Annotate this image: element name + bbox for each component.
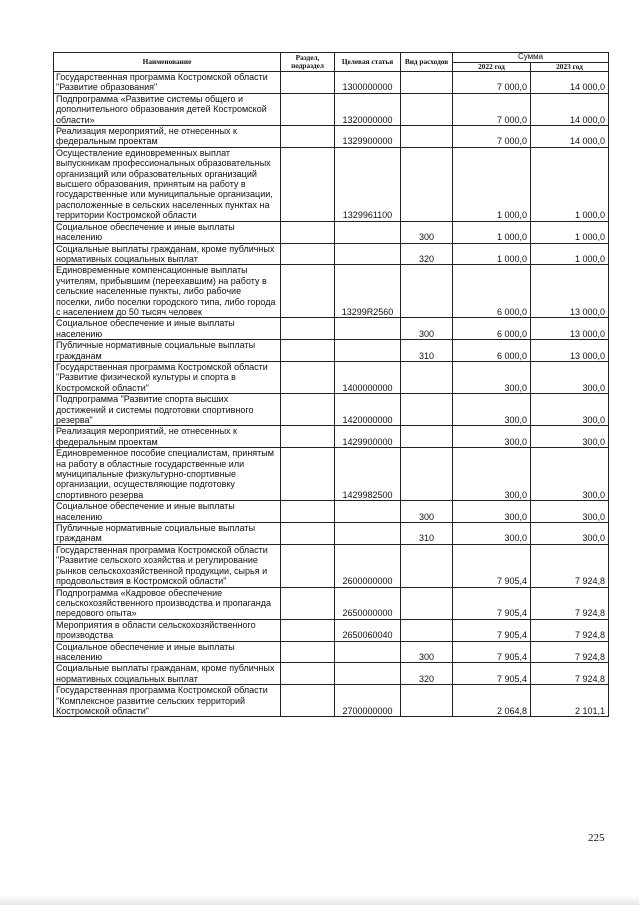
cell-vid: 300 xyxy=(401,501,453,523)
header-vid: Вид расходов xyxy=(401,53,453,72)
cell-section xyxy=(281,340,335,362)
cell-2022: 300,0 xyxy=(453,523,531,545)
header-2022: 2022 год xyxy=(453,62,531,72)
cell-target: 2600000000 xyxy=(335,544,401,587)
cell-2022: 6 000,0 xyxy=(453,265,531,318)
cell-vid: 310 xyxy=(401,340,453,362)
cell-section xyxy=(281,426,335,448)
cell-section xyxy=(281,93,335,125)
cell-2022: 2 064,8 xyxy=(453,685,531,717)
cell-section xyxy=(281,523,335,545)
cell-2022: 6 000,0 xyxy=(453,340,531,362)
table-row xyxy=(54,501,609,523)
cell-target xyxy=(335,663,401,685)
cell-2023: 14 000,0 xyxy=(531,93,609,125)
cell-target: 1300000000 xyxy=(335,72,401,94)
cell-2023: 1 000,0 xyxy=(531,147,609,221)
table-row xyxy=(54,361,609,393)
cell-section xyxy=(281,448,335,501)
table-row xyxy=(54,641,609,663)
cell-2023: 300,0 xyxy=(531,448,609,501)
cell-2023: 7 924,8 xyxy=(531,619,609,641)
cell-vid xyxy=(401,265,453,318)
cell-vid xyxy=(401,448,453,501)
cell-vid: 320 xyxy=(401,663,453,685)
cell-vid xyxy=(401,126,453,148)
budget-table xyxy=(53,52,609,717)
cell-2023: 2 101,1 xyxy=(531,685,609,717)
cell-2022: 7 905,4 xyxy=(453,619,531,641)
cell-name: Реализация мероприятий, не отнесенных к федеральным проектам xyxy=(54,126,281,148)
cell-target: 1329961100 xyxy=(335,147,401,221)
table-row xyxy=(54,523,609,545)
cell-name: Мероприятия в области сельскохозяйственного производства xyxy=(54,619,281,641)
cell-section xyxy=(281,619,335,641)
cell-section xyxy=(281,394,335,426)
cell-vid xyxy=(401,544,453,587)
cell-2023: 1 000,0 xyxy=(531,243,609,265)
cell-2023: 300,0 xyxy=(531,426,609,448)
cell-vid: 310 xyxy=(401,523,453,545)
table-row xyxy=(54,93,609,125)
cell-section xyxy=(281,544,335,587)
cell-name: Социальное обеспечение и иные выплаты населению xyxy=(54,318,281,340)
cell-2022: 300,0 xyxy=(453,501,531,523)
cell-target: 1329900000 xyxy=(335,126,401,148)
table-row xyxy=(54,426,609,448)
cell-name: Социальные выплаты гражданам, кроме публичных нормативных социальных выплат xyxy=(54,243,281,265)
cell-2022: 1 000,0 xyxy=(453,221,531,243)
cell-name: Государственная программа Костромской области "Развитие сельского хозяйства и регулирование рынков сельскохозяйственной продукции, сырья и продовольствия в Костромской области" xyxy=(54,544,281,587)
cell-name: Социальное обеспечение и иные выплаты населению xyxy=(54,641,281,663)
cell-vid xyxy=(401,361,453,393)
cell-name: Государственная программа Костромской области "Развитие образования" xyxy=(54,72,281,94)
cell-2023: 7 924,8 xyxy=(531,663,609,685)
table-body xyxy=(54,72,609,717)
cell-2022: 1 000,0 xyxy=(453,147,531,221)
cell-section xyxy=(281,641,335,663)
cell-section xyxy=(281,587,335,619)
table-row xyxy=(54,265,609,318)
cell-target: 2650000000 xyxy=(335,587,401,619)
table-row xyxy=(54,448,609,501)
cell-name: Реализация мероприятий, не отнесенных к федеральным проектам xyxy=(54,426,281,448)
cell-2022: 7 000,0 xyxy=(453,93,531,125)
table-row xyxy=(54,72,609,94)
table-row xyxy=(54,619,609,641)
table-row xyxy=(54,587,609,619)
cell-name: Подпрограмма «Кадровое обеспечение сельскохозяйственного производства и пропаганда передового опыта» xyxy=(54,587,281,619)
cell-2023: 300,0 xyxy=(531,394,609,426)
cell-2022: 7 000,0 xyxy=(453,126,531,148)
cell-name: Социальные выплаты гражданам, кроме публичных нормативных социальных выплат xyxy=(54,663,281,685)
table-row xyxy=(54,394,609,426)
cell-2022: 7 905,4 xyxy=(453,663,531,685)
cell-2022: 300,0 xyxy=(453,361,531,393)
cell-2022: 300,0 xyxy=(453,426,531,448)
cell-section xyxy=(281,72,335,94)
cell-2022: 7 905,4 xyxy=(453,544,531,587)
page-number: 225 xyxy=(588,832,605,844)
cell-name: Социальное обеспечение и иные выплаты населению xyxy=(54,221,281,243)
cell-target xyxy=(335,243,401,265)
table-row xyxy=(54,243,609,265)
cell-target: 1429900000 xyxy=(335,426,401,448)
table-row xyxy=(54,221,609,243)
cell-2023: 300,0 xyxy=(531,501,609,523)
table-row xyxy=(54,126,609,148)
cell-section xyxy=(281,265,335,318)
cell-name: Социальное обеспечение и иные выплаты населению xyxy=(54,501,281,523)
cell-2022: 300,0 xyxy=(453,448,531,501)
cell-name: Осуществление единовременных выплат выпускникам профессиональных образовательных организаций или образовательных организаций высшего образования, принятым на работу в государственные или муниципальные организации, расположенные в сельских населенных пунктах на территории Костромской области xyxy=(54,147,281,221)
cell-section xyxy=(281,361,335,393)
table-row xyxy=(54,685,609,717)
cell-section xyxy=(281,501,335,523)
cell-target xyxy=(335,641,401,663)
cell-name: Публичные нормативные социальные выплаты гражданам xyxy=(54,523,281,545)
cell-2023: 13 000,0 xyxy=(531,265,609,318)
cell-2023: 7 924,8 xyxy=(531,587,609,619)
cell-vid xyxy=(401,685,453,717)
header-name: Наименование xyxy=(54,53,281,72)
cell-2023: 300,0 xyxy=(531,523,609,545)
cell-vid xyxy=(401,147,453,221)
cell-name: Публичные нормативные социальные выплаты гражданам xyxy=(54,340,281,362)
cell-vid xyxy=(401,426,453,448)
cell-target: 1429982500 xyxy=(335,448,401,501)
cell-section xyxy=(281,221,335,243)
cell-target xyxy=(335,340,401,362)
cell-vid xyxy=(401,93,453,125)
cell-target xyxy=(335,501,401,523)
header-sum: Сумма xyxy=(453,53,609,63)
table-row xyxy=(54,340,609,362)
header-section: Раздел, подраздел xyxy=(281,53,335,72)
cell-vid: 300 xyxy=(401,641,453,663)
table-row xyxy=(54,544,609,587)
cell-2023: 7 924,8 xyxy=(531,641,609,663)
cell-target: 1400000000 xyxy=(335,361,401,393)
cell-name: Государственная программа Костромской области "Развитие физической культуры и спорта в Костромской области" xyxy=(54,361,281,393)
cell-2022: 300,0 xyxy=(453,394,531,426)
cell-vid: 300 xyxy=(401,318,453,340)
header-target: Целевая статья xyxy=(335,53,401,72)
cell-target xyxy=(335,221,401,243)
cell-2023: 13 000,0 xyxy=(531,340,609,362)
cell-2023: 300,0 xyxy=(531,361,609,393)
cell-name: Государственная программа Костромской области "Комплексное развитие сельских территорий Костромской области" xyxy=(54,685,281,717)
cell-target: 2650060040 xyxy=(335,619,401,641)
cell-section xyxy=(281,147,335,221)
cell-vid xyxy=(401,394,453,426)
cell-section xyxy=(281,685,335,717)
cell-2023: 13 000,0 xyxy=(531,318,609,340)
cell-2022: 6 000,0 xyxy=(453,318,531,340)
cell-section xyxy=(281,126,335,148)
cell-target xyxy=(335,523,401,545)
cell-name: Подпрограмма "Развитие спорта высших достижений и системы подготовки спортивного резерва" xyxy=(54,394,281,426)
table-row xyxy=(54,663,609,685)
cell-vid xyxy=(401,587,453,619)
cell-2023: 1 000,0 xyxy=(531,221,609,243)
cell-section xyxy=(281,243,335,265)
cell-target: 2700000000 xyxy=(335,685,401,717)
cell-vid xyxy=(401,619,453,641)
cell-2023: 14 000,0 xyxy=(531,126,609,148)
table-header xyxy=(54,53,609,72)
cell-2022: 7 905,4 xyxy=(453,641,531,663)
cell-vid: 320 xyxy=(401,243,453,265)
cell-target: 1320000000 xyxy=(335,93,401,125)
table-row xyxy=(54,147,609,221)
cell-target: 13299R2560 xyxy=(335,265,401,318)
cell-name: Подпрограмма «Развитие системы общего и дополнительного образования детей Костромской области» xyxy=(54,93,281,125)
cell-2023: 14 000,0 xyxy=(531,72,609,94)
header-2023: 2023 год xyxy=(531,62,609,72)
cell-section xyxy=(281,663,335,685)
cell-2022: 1 000,0 xyxy=(453,243,531,265)
cell-2022: 7 000,0 xyxy=(453,72,531,94)
cell-vid: 300 xyxy=(401,221,453,243)
cell-target: 1420000000 xyxy=(335,394,401,426)
cell-target xyxy=(335,318,401,340)
cell-2022: 7 905,4 xyxy=(453,587,531,619)
table-row xyxy=(54,318,609,340)
cell-vid xyxy=(401,72,453,94)
cell-name: Единовременное пособие специалистам, принятым на работу в областные государственные или муниципальные физкультурно-спортивные организации, осуществляющие подготовку спортивного резерва xyxy=(54,448,281,501)
scan-bottom-edge xyxy=(0,895,639,905)
cell-name: Единовременные компенсационные выплаты учителям, прибывшим (переехавшим) на работу в сельские населенные пункты, либо рабочие поселки, либо поселки городского типа, либо города с населением до 50 тысяч человек xyxy=(54,265,281,318)
cell-2023: 7 924,8 xyxy=(531,544,609,587)
cell-section xyxy=(281,318,335,340)
